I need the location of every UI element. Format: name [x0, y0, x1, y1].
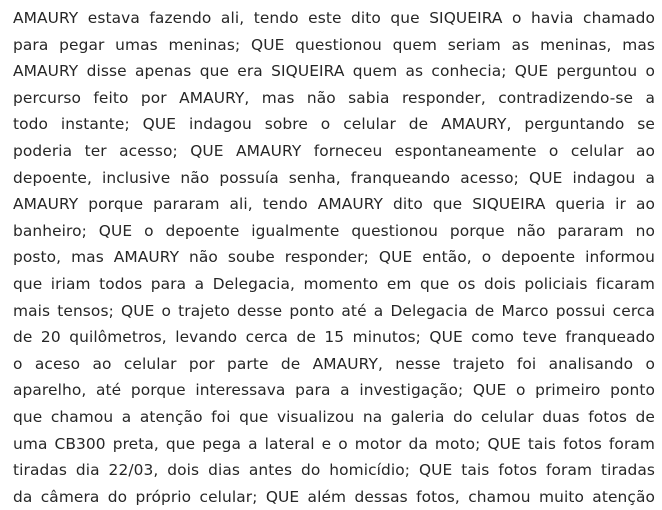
- document-body-text: [13, 5, 655, 510]
- text-line-18: tiradas dia 22/03, dois dias antes do homicídio; QUE tais fotos foram tiradas: [13, 461, 655, 480]
- text-line-15: aparelho, até porque interessava para a investigação; QUE o primeiro ponto: [13, 381, 655, 400]
- text-line-1: AMAURY estava fazendo ali, tendo este dito que SIQUEIRA o havia chamado: [13, 9, 655, 27]
- text-line-19: da câmera do próprio celular; QUE além dessas fotos, chamou muito atenção: [13, 487, 655, 506]
- text-line-16: que chamou a atenção foi que visualizou na galeria do celular duas fotos de: [13, 407, 655, 426]
- text-line-17: uma CB300 preta, que pega a lateral e o motor da moto; QUE tais fotos foram: [13, 434, 655, 453]
- text-line-4: percurso feito por AMAURY, mas não sabia responder, contradizendo-se a: [13, 88, 655, 107]
- text-line-7: depoente, inclusive não possuía senha, franqueando acesso; QUE indagou a: [13, 168, 655, 187]
- text-line-6: poderia ter acesso; QUE AMAURY forneceu espontaneamente o celular ao: [13, 141, 655, 160]
- text-line-13: de 20 quilômetros, levando cerca de 15 minutos; QUE como teve franqueado: [13, 328, 655, 347]
- text-line-5: todo instante; QUE indagou sobre o celular de AMAURY, perguntando se: [13, 115, 655, 134]
- text-line-9: banheiro; QUE o depoente igualmente questionou porque não pararam no: [13, 221, 655, 240]
- text-line-11: que iriam todos para a Delegacia, momento em que os dois policiais ficaram: [13, 274, 655, 293]
- text-line-10: posto, mas AMAURY não soube responder; QUE então, o depoente informou: [13, 248, 655, 267]
- text-line-12: mais tensos; QUE o trajeto desse ponto até a Delegacia de Marco possui cerca: [13, 301, 655, 320]
- text-line-14: o aceso ao celular por parte de AMAURY, nesse trajeto foi analisando o: [13, 354, 655, 373]
- text-line-2: para pegar umas meninas; QUE questionou quem seriam as meninas, mas: [13, 35, 655, 54]
- text-line-3: AMAURY disse apenas que era SIQUEIRA quem as conhecia; QUE perguntou o: [13, 62, 655, 81]
- text-line-8: AMAURY porque pararam ali, tendo AMAURY dito que SIQUEIRA queria ir ao: [13, 195, 655, 214]
